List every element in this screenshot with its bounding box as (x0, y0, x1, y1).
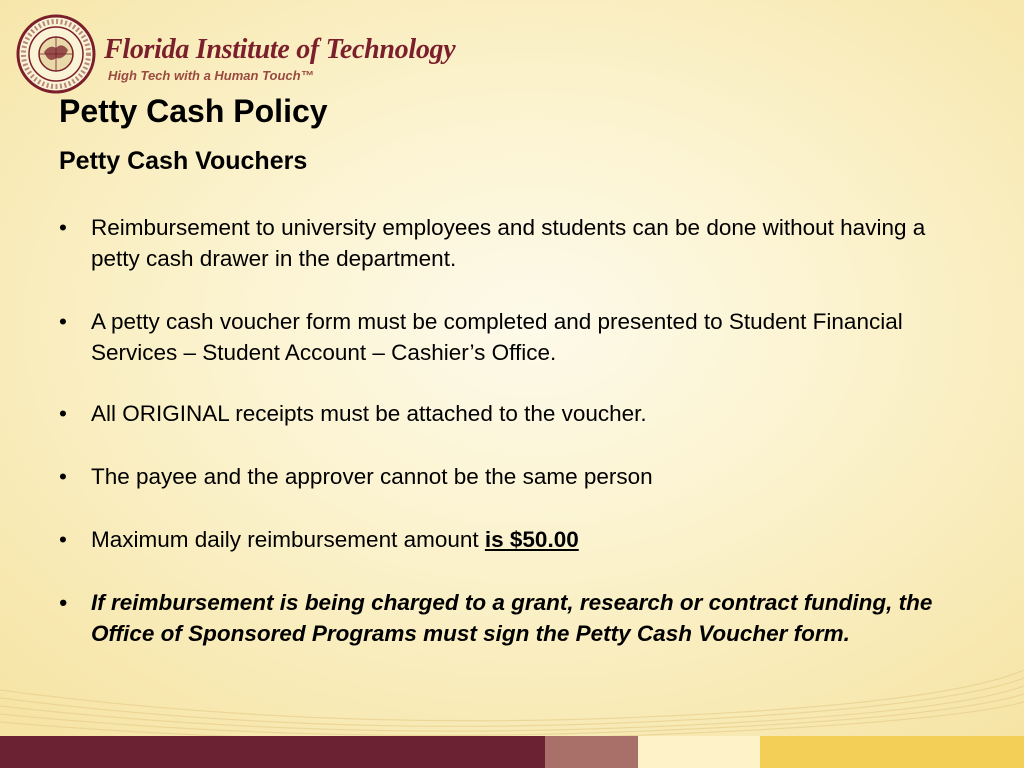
bullet-payee-approver: • The payee and the approver cannot be the same person (59, 461, 959, 492)
slide-title: Petty Cash Policy (59, 93, 328, 129)
footer-bar-cream (638, 736, 760, 768)
brand-name: Florida Institute of Technology (104, 34, 456, 65)
bullet-voucher-form: • A petty cash voucher form must be completed and presented to Student Financial Services – Student Account – Cashier’s Office. (59, 306, 959, 368)
bullet-original-receipts: • All ORIGINAL receipts must be attached to the voucher. (59, 398, 959, 429)
slide-subtitle: Petty Cash Vouchers (59, 147, 308, 175)
bullet-reimbursement: • Reimbursement to university employees and students can be done without having a petty cash drawer in the department. (59, 212, 959, 274)
decorative-swoosh (0, 660, 1024, 740)
university-seal-icon (16, 14, 96, 94)
bullet-grant-funding: • If reimbursement is being charged to a grant, research or contract funding, the Office of Sponsored Programs must sign the Petty Cash Voucher form. (59, 587, 959, 649)
footer-bar-gold (760, 736, 1024, 768)
bullet-max-amount (59, 524, 959, 555)
bullet-list (59, 212, 959, 681)
brand-tagline: High Tech with a Human Touch™ (108, 68, 314, 83)
footer-bar-maroon (0, 736, 545, 768)
max-amount-label: Maximum daily reimbursement amount (91, 527, 485, 552)
max-amount-value: is $50.00 (484, 527, 579, 552)
footer-bar-rose (545, 736, 638, 768)
